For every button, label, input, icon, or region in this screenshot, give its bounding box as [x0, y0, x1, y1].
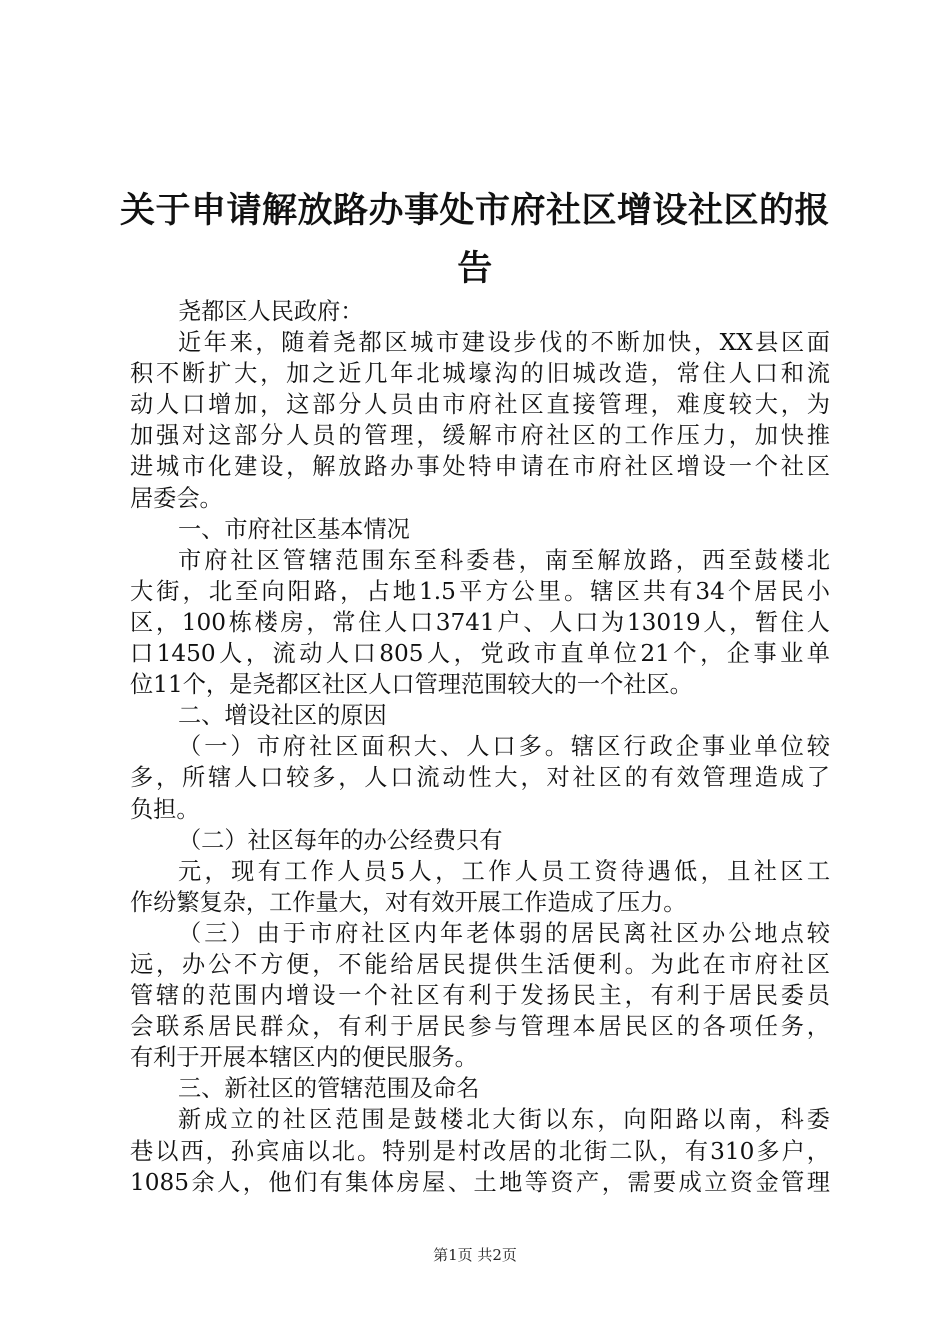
- body-line: 二、增设社区的原因: [178, 702, 387, 730]
- body-line: （一）市府社区面积大、人口多。辖区行政企事业单位较: [178, 733, 830, 761]
- document-title: [120, 182, 830, 298]
- body-line: （三）由于市府社区内年老体弱的居民离社区办公地点较: [178, 919, 830, 947]
- title-line-2: 告: [457, 249, 493, 289]
- body-line: 有利于开展本辖区内的便民服务。: [130, 1044, 478, 1072]
- body-line: 加强对这部分人员的管理，缓解市府社区的工作压力，加快推: [130, 422, 830, 450]
- document-body: [130, 296, 830, 1198]
- body-line: 1085余人，他们有集体房屋、土地等资产，需要成立资金管理: [130, 1168, 830, 1196]
- body-line: （二）社区每年的办公经费只有: [178, 826, 503, 854]
- title-line-1: 关于申请解放路办事处市府社区增设社区的报: [120, 191, 831, 231]
- body-line: 位11个，是尧都区社区人口管理范围较大的一个社区。: [130, 671, 693, 699]
- body-line: 尧都区人民政府：: [178, 298, 364, 325]
- body-line: 远，办公不方便，不能给居民提供生活便利。为此在市府社区: [130, 950, 830, 978]
- body-line: 管辖的范围内增设一个社区有利于发扬民主，有利于居民委员: [130, 982, 830, 1010]
- body-line: 一、市府社区基本情况: [178, 515, 410, 543]
- body-line: 多，所辖人口较多，人口流动性大，对社区的有效管理造成了: [130, 764, 830, 792]
- body-line: 作纷繁复杂，工作量大，对有效开展工作造成了压力。: [130, 888, 687, 916]
- body-line: 三、新社区的管辖范围及命名: [178, 1075, 480, 1103]
- body-line: 大街，北至向阳路，占地1.5平方公里。辖区共有34个居民小: [130, 577, 830, 605]
- body-line: 区，100栋楼房，常住人口3741户、人口为13019人，暂住人: [130, 608, 830, 636]
- body-line: 会联系居民群众，有利于居民参与管理本居民区的各项任务，: [130, 1013, 830, 1041]
- page-number-footer: 第1页 共2页: [433, 1246, 517, 1264]
- body-line: 巷以西，孙宾庙以北。特别是村改居的北街二队，有310多户，: [130, 1137, 830, 1165]
- body-line: 元，现有工作人员5人，工作人员工资待遇低，且社区工: [178, 857, 830, 885]
- body-line: 近年来，随着尧都区城市建设步伐的不断加快，XX县区面: [178, 329, 830, 357]
- body-line: 口1450人，流动人口805人，党政市直单位21个，企事业单: [130, 640, 830, 668]
- body-line: 新成立的社区范围是鼓楼北大街以东，向阳路以南，科委: [178, 1106, 830, 1134]
- body-line: 动人口增加，这部分人员由市府社区直接管理，难度较大，为: [130, 391, 830, 419]
- body-line: 居委会。: [130, 484, 223, 512]
- body-line: 进城市化建设，解放路办事处特申请在市府社区增设一个社区: [130, 453, 830, 481]
- body-line: 负担。: [130, 795, 200, 823]
- body-line: 市府社区管辖范围东至科委巷，南至解放路，西至鼓楼北: [178, 546, 830, 574]
- body-line: 积不断扩大，加之近几年北城壕沟的旧城改造，常住人口和流: [130, 360, 830, 388]
